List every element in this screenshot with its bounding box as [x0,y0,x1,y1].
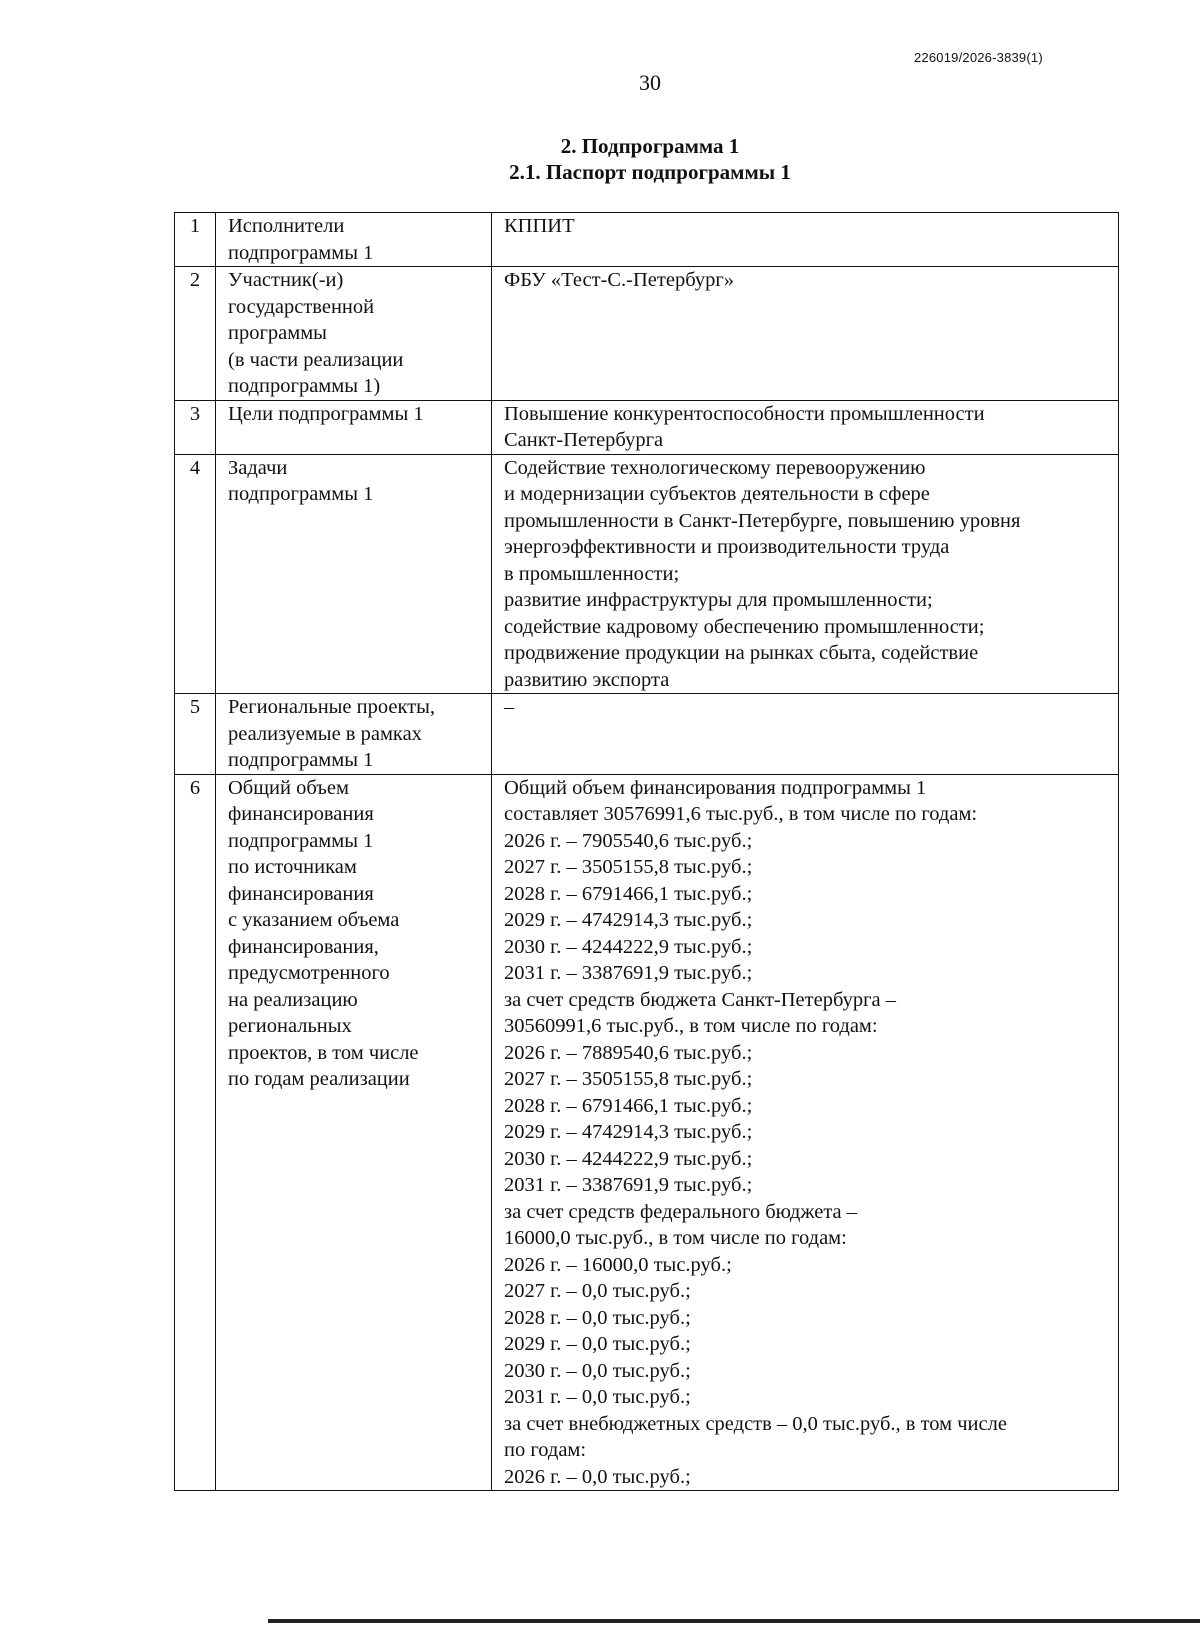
row-value-line: 2029 г. – 0,0 тыс.руб.; [504,1333,691,1355]
row-value-line: – [504,696,515,718]
row-label [216,694,492,775]
passport-row [175,400,1119,454]
row-value-line: 2026 г. – 7905540,6 тыс.руб.; [504,829,753,852]
row-number: 5 [175,694,216,775]
row-value-line: в промышленности; [504,562,680,585]
row-value-line: за счет средств федерального бюджета – [504,1200,858,1223]
row-value-line: 2028 г. – 6791466,1 тыс.руб.; [504,1094,753,1117]
subsection-title: 2.1. Паспорт подпрограммы 1 [509,160,791,184]
row-value-line: 2031 г. – 0,0 тыс.руб.; [504,1386,691,1408]
passport-row [175,694,1119,775]
row-label [216,400,492,454]
section-title: 2. Подпрограмма 1 [560,134,740,158]
row-value-line: содействие кадровому обеспечению промышленности; [504,615,985,638]
row-label-line: проектов, в том числе [228,1041,419,1064]
row-label [216,267,492,401]
row-value-line: 2031 г. – 3387691,9 тыс.руб.; [504,1174,753,1196]
row-value-line: 2027 г. – 3505155,8 тыс.руб.; [504,1068,753,1090]
row-label-line: подпрограммы 1 [228,829,374,852]
row-label-line: региональных [228,1015,352,1037]
row-value [492,400,1119,454]
row-value-line: 2028 г. – 0,0 тыс.руб.; [504,1306,691,1329]
bottom-scan-edge [268,1619,1200,1623]
row-value-line: 16000,0 тыс.руб., в том числе по годам: [504,1227,847,1249]
row-value-line: за счет внебюджетных средств – 0,0 тыс.руб., в том числе [504,1412,1007,1435]
row-label-line: Цели подпрограммы 1 [228,402,424,425]
row-value-line: Повышение конкурентоспособности промышленности [504,402,985,425]
passport-row [175,213,1119,267]
row-value-line: Общий объем финансирования подпрограммы 1 [504,776,927,799]
row-value-line: КППИТ [504,215,575,237]
row-value-line: промышленности в Санкт-Петербурге, повышению уровня [504,509,1021,532]
row-label [216,454,492,694]
row-label-line: Задачи [228,456,288,479]
row-value-line: 2027 г. – 0,0 тыс.руб.; [504,1280,691,1302]
row-label-line: предусмотренного [228,962,390,984]
row-value-line: и модернизации субъектов деятельности в сфере [504,483,930,505]
row-label-line: по источникам [228,856,357,878]
row-label-line: по годам реализации [228,1068,410,1090]
row-value-line: 2029 г. – 4742914,3 тыс.руб.; [504,909,753,931]
row-label-line: (в части реализации [228,348,404,371]
passport-row [175,454,1119,694]
row-value-line: Содействие технологическому перевооружению [504,456,926,479]
row-label-line: подпрограммы 1 [228,241,374,264]
subprogram-passport-table [174,212,1119,1491]
row-value-line: 30560991,6 тыс.руб., в том числе по годам: [504,1015,878,1037]
row-label-line: программы [228,322,327,344]
row-value-line: ФБУ «Тест-С.-Петербург» [504,269,735,291]
row-label-line: подпрограммы 1 [228,483,374,505]
row-label-line: государственной [228,295,375,318]
row-value-line: 2030 г. – 4244222,9 тыс.руб.; [504,935,753,958]
row-label [216,213,492,267]
row-label-line: финансирования [228,803,374,825]
row-value [492,267,1119,401]
row-value [492,694,1119,775]
row-number: 6 [175,774,216,1491]
document-registration-number: 226019/2026-3839(1) [914,50,1043,65]
row-number: 4 [175,454,216,694]
row-label-line: Региональные проекты, [228,696,436,718]
row-number: 2 [175,267,216,401]
row-label-line: на реализацию [228,988,358,1011]
row-label-line: финансирования [228,882,374,905]
row-label [216,774,492,1491]
row-number: 3 [175,400,216,454]
row-label-line: Участник(-и) [228,269,344,291]
row-value-line: по годам: [504,1439,587,1461]
passport-row [175,267,1119,401]
row-value [492,774,1119,1491]
row-value-line: 2031 г. – 3387691,9 тыс.руб.; [504,962,753,984]
row-number: 1 [175,213,216,267]
row-value [492,213,1119,267]
row-value-line: 2026 г. – 7889540,6 тыс.руб.; [504,1041,753,1064]
row-value-line: за счет средств бюджета Санкт-Петербурга – [504,988,896,1011]
row-value-line: энергоэффективности и производительности труда [504,536,950,558]
row-value-line: 2029 г. – 4742914,3 тыс.руб.; [504,1121,753,1143]
row-value-line: развитию экспорта [504,668,670,691]
passport-row [175,774,1119,1491]
row-label-line: с указанием объема [228,909,400,931]
row-value-line: 2030 г. – 4244222,9 тыс.руб.; [504,1147,753,1170]
page-number: 30 [639,70,661,95]
row-value-line: 2026 г. – 16000,0 тыс.руб.; [504,1253,732,1276]
passport-table-body [175,213,1119,1491]
row-value-line: составляет 30576991,6 тыс.руб., в том числе по годам: [504,803,978,825]
row-value-line: развитие инфраструктуры для промышленности; [504,589,933,611]
row-label-line: финансирования, [228,935,379,958]
row-value-line: 2027 г. – 3505155,8 тыс.руб.; [504,856,753,878]
row-label-line: реализуемые в рамках [228,722,422,745]
row-value-line: 2026 г. – 0,0 тыс.руб.; [504,1465,691,1488]
row-label-line: подпрограммы 1) [228,375,381,397]
row-label-line: Исполнители [228,215,345,237]
row-label-line: Общий объем [228,776,349,799]
row-label-line: подпрограммы 1 [228,749,374,771]
row-value-line: продвижение продукции на рынках сбыта, содействие [504,642,979,664]
row-value-line: 2028 г. – 6791466,1 тыс.руб.; [504,882,753,905]
row-value-line: Санкт-Петербурга [504,429,664,451]
row-value [492,454,1119,694]
row-value-line: 2030 г. – 0,0 тыс.руб.; [504,1359,691,1382]
